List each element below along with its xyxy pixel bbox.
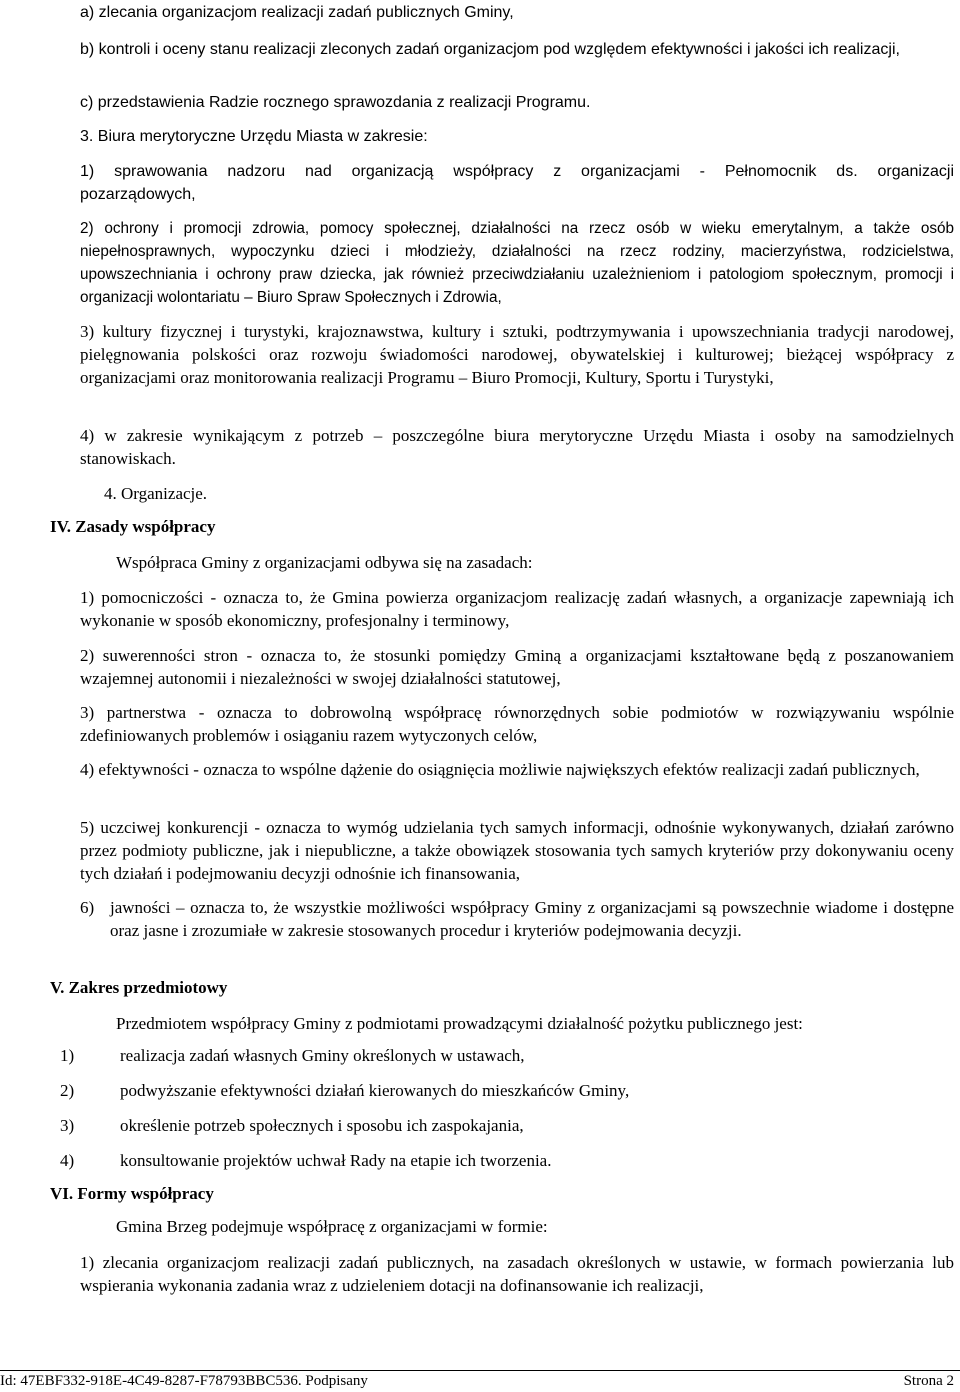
item-c: c) przedstawienia Radzie rocznego sprawozdania z realizacji Programu. [80,94,591,111]
list-item-number: 3) [60,1116,75,1135]
item-s4: 4) w zakresie wynikającym z potrzeb – poszczególne biura merytoryczne Urzędu Miasta i osoby na samodzielnych stanowiskach. [80,426,954,468]
section-iv-number: IV. [50,517,71,536]
principle-item-6-number: 6) [80,898,95,917]
section-iv-heading [50,516,215,538]
section-v-intro: Przedmiotem współpracy Gminy z podmiotami prowadzącymi działalność pożytku publicznego jest: [116,1014,803,1033]
list-item-text: konsultowanie projektów uchwał Rady na etapie ich tworzenia. [120,1151,552,1170]
principle-item: 3) partnerstwa - oznacza to dobrowolną współpracę równorzędnych sobie podmiotów w rozwiązywaniu wspólnie zdefiniowanych problemów i osiąganiu razem wytyczonych celów, [80,703,954,745]
section-iv-intro: Współpraca Gminy z organizacjami odbywa się na zasadach: [116,553,533,572]
paragraph-3: 3. Biura merytoryczne Urzędu Miasta w zakresie: [80,128,428,145]
list-item-number: 2) [60,1081,75,1100]
section-vi-heading: VI. Formy współpracy [50,1184,214,1203]
section-v-heading: V. Zakres przedmiotowy [50,978,228,997]
section-vi-intro: Gmina Brzeg podejmuje współpracę z organizacjami w formie: [116,1217,548,1236]
list-item-text: określenie potrzeb społecznych i sposobu ich zaspokajania, [120,1116,524,1135]
list-item [60,1115,950,1137]
list-item [60,1080,950,1102]
list-item [60,1045,950,1067]
principle-item: 2) suwerenności stron - oznacza to, że stosunki pomiędzy Gminą a organizacjami kształtowane będą z poszanowaniem wzajemnej autonomii i niezależności w swojej działalności statutowej, [80,646,954,688]
paragraph-4: 4. Organizacje. [104,484,208,503]
scope-list [60,1045,950,1172]
item-s3: 3) kultury fizycznej i turystyki, krajoznawstwa, kultury i sztuki, podtrzymywania i upowszechniania tradycji narodowej, pielęgnowania polskości oraz rozwoju świadomości narodowej, obywatelskiej i kulturowej; bieżącej współpracy z organizacjami oraz monitorowania realizacji Programu – Biuro Promocji, Kultury, Sportu i Turystyki, [80,322,954,387]
item-s1: 1) sprawowania nadzoru nad organizacją współpracy z organizacjami - Pełnomocnik ds. organizacji pozarządowych, [80,163,954,203]
item-b: b) kontroli i oceny stanu realizacji zleconych zadań organizacjom pod względem efektywności i jakości ich realizacji, [80,41,900,58]
principle-item-6 [80,896,954,942]
forms-item: 1) zlecania organizacjom realizacji zadań publicznych, na zasadach określonych w ustawie, w formach powierzania lub wspierania wykonania zadania wraz z udzieleniem dotacji na dofinansowanie ich realizacji, [80,1253,954,1295]
list-item-number: 4) [60,1151,75,1170]
list-item-number: 1) [60,1046,75,1065]
principle-item: 4) efektywności - oznacza to wspólne dążenie do osiągnięcia możliwie największych efektów realizacji zadań publicznych, [80,760,920,779]
section-iv-title: Zasady współpracy [75,517,216,536]
list-item-text: realizacja zadań własnych Gminy określonych w ustawach, [120,1046,525,1065]
list-item-text: podwyższanie efektywności działań kierowanych do mieszkańców Gminy, [120,1081,630,1100]
principle-item: 1) pomocniczości - oznacza to, że Gmina powierza organizacjom realizację zadań własnych, a organizacje zapewniają ich wykonanie w sposób ekonomiczny, profesjonalny i terminowy, [80,588,954,630]
document-id: Id: 47EBF332-918E-4C49-8287-F78793BBC536. Podpisany [0,1373,368,1389]
principle-item: 5) uczciwej konkurencji - oznacza to wymóg udzielania tych samych informacji, odnośnie wykonywanych, działań zarówno przez podmioty publiczne, jak i niepubliczne, a także obowiązek stosowania tych samych kryteriów przy dokonywaniu oceny tych działań i podejmowaniu decyzji odnośnie ich finansowania, [80,818,954,883]
item-a: a) zlecania organizacjom realizacji zadań publicznych Gminy, [80,4,514,21]
page-number: Strona 2 [903,1373,954,1389]
item-s2: 2) ochrony i promocji zdrowia, pomocy społecznej, działalności na rzecz osób w wieku emerytalnym, a także osób niepełnosprawnych, wypoczynku dzieci i młodzieży, działalności na rzecz rodziny, macierzyństwa, rodzicielstwa, upowszechniania i ochrony praw dziecka, jak również przeciwdziałaniu uzależnieniom i patologiom społecznym, promocji i organizacji wolontariatu – Biuro Spraw Społecznych i Zdrowia, [80,220,954,306]
list-item [60,1150,950,1172]
principle-item-6-text: jawności – oznacza to, że wszystkie możliwości współpracy Gminy z organizacjami są powszechnie wiadome i dostępne oraz jasne i zrozumiałe w zakresie stosowanych procedur i kryteriów podejmowania decyzji. [110,898,954,940]
page-footer [0,1370,960,1392]
